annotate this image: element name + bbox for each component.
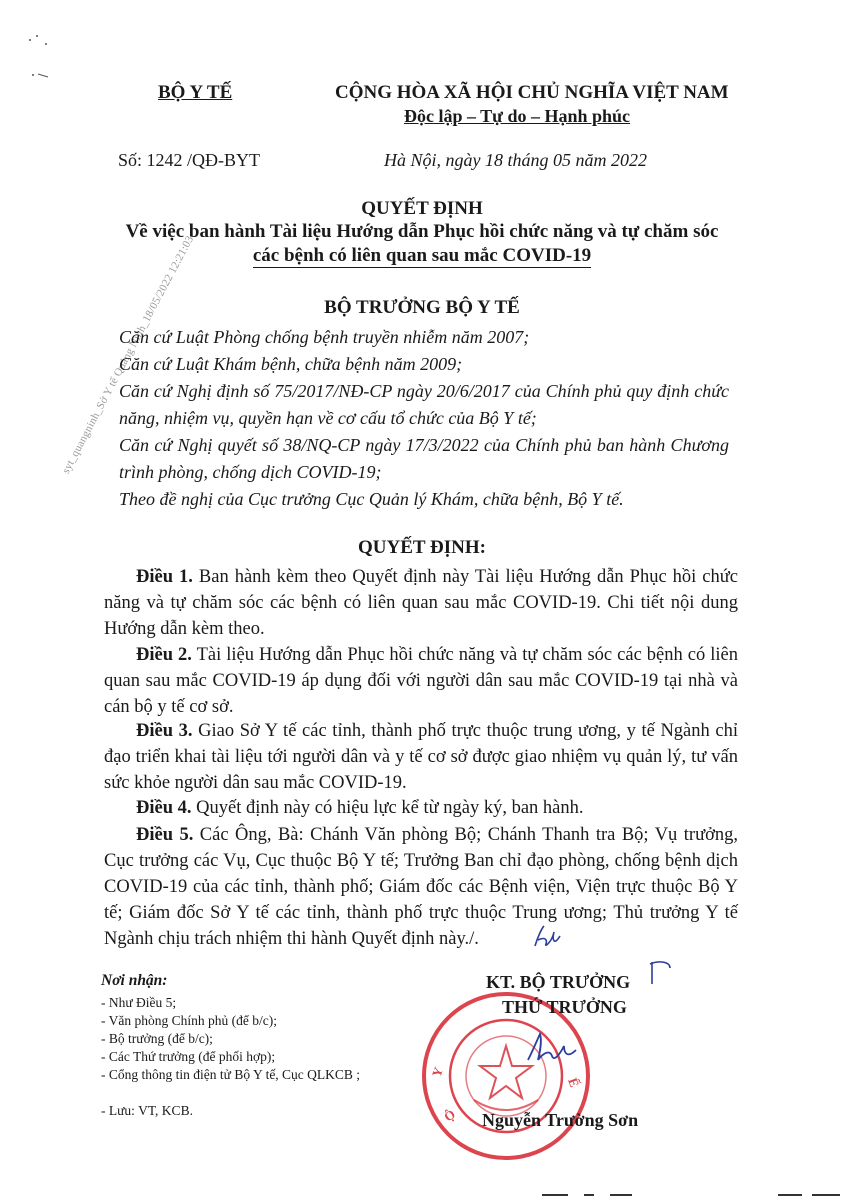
article-text: Tài liệu Hướng dẫn Phục hồi chức năng và tự chăm sóc các bệnh có liên quan sau mắc COVID-19 áp dụng đối với người dân sau mắc COVID-19 tại nhà và cán bộ y tế cơ sở. (104, 645, 738, 717)
article-text: Quyết định này có hiệu lực kể từ ngày ký, ban hành. (191, 798, 584, 818)
article-5 (104, 822, 738, 952)
legal-basis-4: Căn cứ Nghị quyết số 38/NQ-CP ngày 17/3/2022 của Chính phủ ban hành Chương trình phòng, chống dịch COVID-19; (119, 435, 729, 482)
article-3 (104, 718, 738, 796)
bottom-scan-marks (540, 1192, 844, 1200)
place-and-date: Hà Nội, ngày 18 tháng 05 năm 2022 (384, 150, 647, 170)
handwritten-signature (524, 1030, 584, 1070)
scan-marks (0, 0, 80, 90)
document-subtitle-line-2 (0, 245, 844, 267)
article-1 (104, 564, 738, 642)
article-text: Các Ông, Bà: Chánh Văn phòng Bộ; Chánh Thanh tra Bộ; Vụ trưởng, Cục trưởng các Vụ, Cục thuộc Bộ Y tế; Trưởng Ban chỉ đạo phòng, chống bệnh dịch COVID-19 của các tỉnh, thành phố; Giám đốc các Bệnh viện, Viện trực thuộc Bộ Y tế; Giám đốc Sở Y tế các tỉnh, thành phố trực thuộc Trung ương; Thủ trưởng Y tế Ngành chịu trách nhiệm thi hành Quyết định này./. (104, 825, 739, 949)
article-label: Điều 5. (136, 825, 194, 845)
article-label: Điều 1. (136, 567, 193, 587)
subtitle-text: các bệnh có liên quan sau mắc COVID-19 (252, 245, 592, 266)
article-4 (104, 795, 738, 821)
article-label: Điều 3. (136, 721, 193, 741)
article-text: Ban hành kèm theo Quyết định này Tài liệu Hướng dẫn Phục hồi chức năng và tự chăm sóc các bệnh có liên quan sau mắc COVID-19. Chi tiết nội dung Hướng dẫn kèm theo. (104, 567, 739, 639)
recipient-item: - Lưu: VT, KCB. (101, 1103, 193, 1118)
recipient-item: - Cổng thông tin điện tử Bộ Y tế, Cục QLKCB ; (101, 1067, 361, 1082)
signer-name: Nguyễn Trường Sơn (482, 1110, 639, 1130)
recipients-title: Nơi nhận: (101, 972, 168, 989)
recipient-item: - Bộ trưởng (để b/c); (101, 1031, 213, 1046)
document-number: Số: 1242 /QĐ-BYT (118, 150, 261, 170)
svg-text:Y: Y (428, 1065, 447, 1080)
document-subtitle-line-1: Về việc ban hành Tài liệu Hướng dẫn Phục hồi chức năng và tự chăm sóc (125, 221, 719, 242)
country-name: CỘNG HÒA XÃ HỘI CHỦ NGHĨA VIỆT NAM (335, 82, 729, 103)
signature-initial (646, 958, 676, 988)
legal-basis-5: Theo đề nghị của Cục trưởng Cục Quản lý Khám, chữa bệnh, Bộ Y tế. (119, 489, 624, 509)
article-label: Điều 4. (136, 798, 192, 818)
signature-title-1: KT. BỘ TRƯỞNG (486, 972, 631, 992)
svg-text:Ộ: Ộ (441, 1106, 459, 1125)
legal-basis-1: Căn cứ Luật Phòng chống bệnh truyền nhiễm năm 2007; (119, 327, 530, 347)
recipient-item: - Các Thứ trưởng (để phối hợp); (101, 1049, 276, 1064)
initial-mark (532, 924, 564, 950)
article-text: Giao Sở Y tế các tỉnh, thành phố trực thuộc trung ương, y tế Ngành chỉ đạo triển khai tài liệu tới người dân và y tế cơ sở được giao nhiệm vụ quản lý, tư vấn sức khỏe người dân sau mắc COVID-19. (104, 721, 738, 793)
svg-text:Ế: Ế (565, 1075, 583, 1090)
issuing-authority: BỘ TRƯỞNG BỘ Y TẾ (324, 297, 520, 318)
ministry-name: BỘ Y TẾ (158, 82, 233, 103)
legal-basis-3: Căn cứ Nghị định số 75/2017/NĐ-CP ngày 20/6/2017 của Chính phủ quy định chức năng, nhiệm vụ, quyền hạn về cơ cấu tổ chức của Bộ Y tế; (119, 381, 729, 428)
digital-signature-watermark: syt_quangninh_Sở Y tế Quảng Ninh_18/05/2022 12:21:03 (60, 233, 197, 476)
legal-basis-2: Căn cứ Luật Khám bệnh, chữa bệnh năm 2009; (119, 354, 463, 374)
national-motto: Độc lập – Tự do – Hạnh phúc (404, 106, 631, 126)
document-title: QUYẾT ĐỊNH (361, 198, 483, 219)
recipient-item: - Văn phòng Chính phủ (để b/c); (101, 1013, 277, 1028)
signature-title-2: THỨ TRƯỞNG (502, 997, 627, 1017)
article-2 (104, 642, 738, 720)
article-label: Điều 2. (136, 645, 192, 665)
decision-heading: QUYẾT ĐỊNH: (358, 537, 486, 558)
recipient-item: - Như Điều 5; (101, 995, 177, 1010)
